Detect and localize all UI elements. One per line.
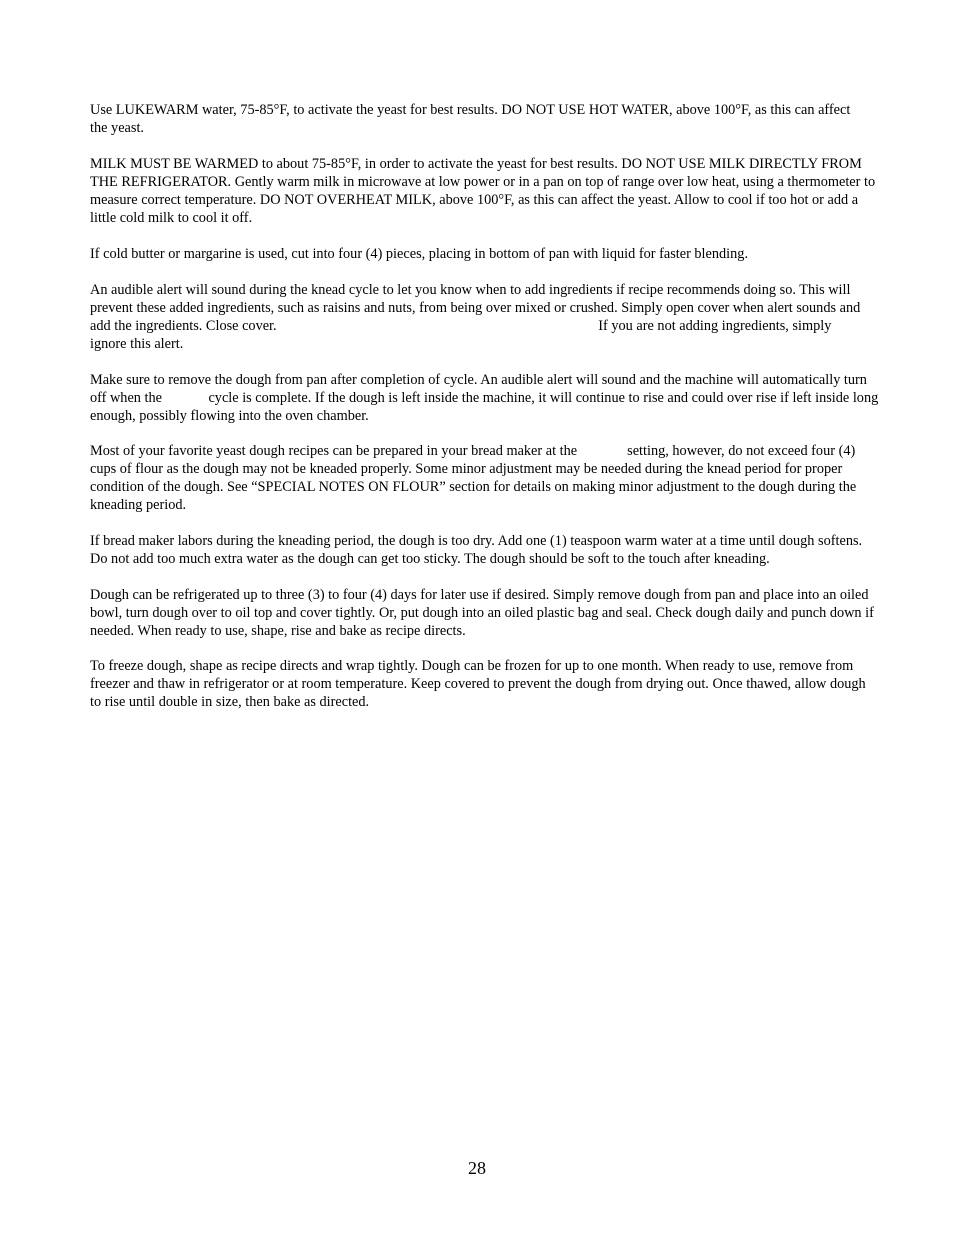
text-line: Make sure to remove the dough from pan after completion of cycle. An audible alert will sound and the machine will automatically turn <box>90 372 867 388</box>
text-line: measure correct temperature. DO NOT OVERHEAT MILK, above 100°F, as this can affect the yeast. Allow to cool if too hot or add a <box>90 192 859 208</box>
text-line: the yeast. <box>90 120 144 136</box>
text-line: If cold butter or margarine is used, cut into four (4) pieces, placing in bottom of pan with liquid for faster blending. <box>90 246 749 262</box>
text-line: Do not add too much extra water as the dough can get too sticky. The dough should be soft to the touch after kneading. <box>90 551 770 567</box>
paragraph-freeze-dough <box>90 657 954 711</box>
text-line: prevent these added ingredients, such as raisins and nuts, from being over mixed or crushed. Simply open cover when alert sounds and <box>90 300 861 316</box>
text-line: off when the cycle is complete. If the dough is left inside the machine, it will continue to rise and could over rise if left inside long <box>90 390 879 406</box>
text-line: To freeze dough, shape as recipe directs and wrap tightly. Dough can be frozen for up to one month. When ready to use, remove from <box>90 658 854 674</box>
text-line: If bread maker labors during the kneading period, the dough is too dry. Add one (1) teaspoon warm water at a time until dough softens. <box>90 533 863 549</box>
text-line: Dough can be refrigerated up to three (3) to four (4) days for later use if desired. Simply remove dough from pan and place into an oiled <box>90 587 869 603</box>
text-line: An audible alert will sound during the knead cycle to let you know when to add ingredients if recipe recommends doing so. This will <box>90 282 851 298</box>
text-line: to rise until double in size, then bake as directed. <box>90 694 370 710</box>
text-line: needed. When ready to use, shape, rise and bake as recipe directs. <box>90 623 466 639</box>
text-line: ignore this alert. <box>90 336 184 352</box>
paragraph-lukewarm-water <box>90 101 954 137</box>
text-line: kneading period. <box>90 497 187 513</box>
paragraph-dough-too-dry <box>90 532 954 568</box>
text-line: enough, possibly flowing into the oven chamber. <box>90 408 369 424</box>
text-line: condition of the dough. See “SPECIAL NOTES ON FLOUR” section for details on making minor adjustment to the dough during the <box>90 479 857 495</box>
text-line: THE REFRIGERATOR. Gently warm milk in microwave at low power or in a pan on top of range over low heat, using a thermometer to <box>90 174 876 190</box>
text-line: cups of flour as the dough may not be kneaded properly. Some minor adjustment may be needed during the knead period for proper <box>90 461 843 477</box>
text-line: Use LUKEWARM water, 75-85°F, to activate the yeast for best results. DO NOT USE HOT WATER, above 100°F, as this can affect <box>90 102 851 118</box>
text-line: Most of your favorite yeast dough recipes can be prepared in your bread maker at the setting, however, do not exceed four (4) <box>90 443 856 459</box>
text-line: little cold milk to cool it off. <box>90 210 253 226</box>
page-number: 28 <box>468 1158 486 1178</box>
paragraph-warm-milk <box>90 155 954 227</box>
paragraph-remove-dough <box>90 371 954 425</box>
text-line: freezer and thaw in refrigerator or at room temperature. Keep covered to prevent the dough from drying out. Once thawed, allow dough <box>90 676 866 692</box>
paragraph-favorite-recipes <box>90 442 954 514</box>
paragraph-audible-alert-knead <box>90 281 954 353</box>
paragraph-refrigerate-dough <box>90 586 954 640</box>
text-line: MILK MUST BE WARMED to about 75-85°F, in order to activate the yeast for best results. DO NOT USE MILK DIRECTLY FROM <box>90 156 862 172</box>
text-line: add the ingredients. Close cover. If you are not adding ingredients, simply <box>90 318 832 334</box>
paragraph-cold-butter <box>90 245 954 263</box>
text-line: bowl, turn dough over to oil top and cover tightly. Or, put dough into an oiled plastic bag and seal. Check dough daily and punch down if <box>90 605 874 621</box>
